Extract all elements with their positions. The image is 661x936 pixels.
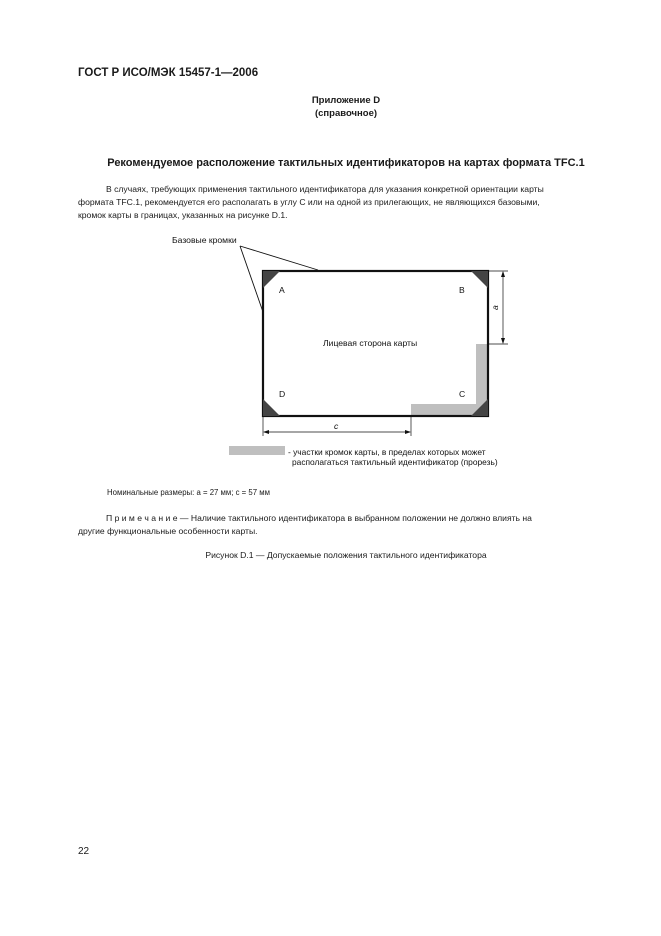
dim-c-arrow-right bbox=[405, 430, 411, 434]
intro-line-3: кромок карты в границах, указанных на рисунке D.1. bbox=[78, 210, 288, 220]
card-face-label: Лицевая сторона карты bbox=[323, 338, 418, 348]
dim-c-label: c bbox=[334, 421, 339, 431]
legend-line-2: располагаться тактильный идентификатор (прорезь) bbox=[292, 457, 498, 467]
base-edges-label: Базовые кромки bbox=[172, 235, 237, 245]
corner-label-a: A bbox=[279, 285, 285, 295]
legend-line-1: - участки кромок карты, в пределах которых может bbox=[288, 447, 486, 457]
legend-swatch bbox=[229, 446, 285, 455]
figure-caption: Рисунок D.1 — Допускаемые положения тактильного идентификатора bbox=[205, 550, 487, 560]
annex-title: Приложение D bbox=[311, 95, 381, 106]
dim-a-label: a bbox=[490, 305, 500, 310]
standard-header: ГОСТ Р ИСО/МЭК 15457-1—2006 bbox=[78, 67, 259, 79]
page-number: 22 bbox=[78, 846, 90, 857]
corner-label-c: C bbox=[459, 389, 466, 399]
annex-type: (справочное) bbox=[314, 108, 378, 119]
dim-a-arrow-top bbox=[501, 271, 505, 277]
nominal-dimensions: Номинальные размеры: a = 27 мм; c = 57 мм bbox=[107, 488, 270, 497]
corner-label-d: D bbox=[279, 389, 286, 399]
note-line-1: П р и м е ч а н и е — Наличие тактильного идентификатора в выбранном положении не должно влиять на bbox=[106, 513, 532, 523]
corner-triangle-a bbox=[263, 271, 280, 288]
dim-c-arrow-left bbox=[263, 430, 269, 434]
intro-line-2: формата TFC.1, рекомендуется его располагать в углу C или на одной из прилегающих, не являющихся базовыми, bbox=[78, 197, 540, 207]
note-line-2: другие функциональные особенности карты. bbox=[78, 526, 258, 536]
leader-line-top bbox=[240, 246, 318, 270]
note-paragraph bbox=[78, 512, 616, 538]
dim-a-arrow-bottom bbox=[501, 338, 505, 344]
corner-label-b: B bbox=[459, 285, 465, 295]
leader-line-left bbox=[240, 246, 263, 312]
corner-triangle-d bbox=[263, 399, 280, 416]
corner-triangle-b bbox=[471, 271, 488, 288]
intro-line-1: В случаях, требующих применения тактильного идентификатора для указания конкретной ориентации карты bbox=[106, 184, 544, 194]
section-title: Рекомендуемое расположение тактильных идентификаторов на картах формата TFC.1 bbox=[107, 157, 585, 169]
